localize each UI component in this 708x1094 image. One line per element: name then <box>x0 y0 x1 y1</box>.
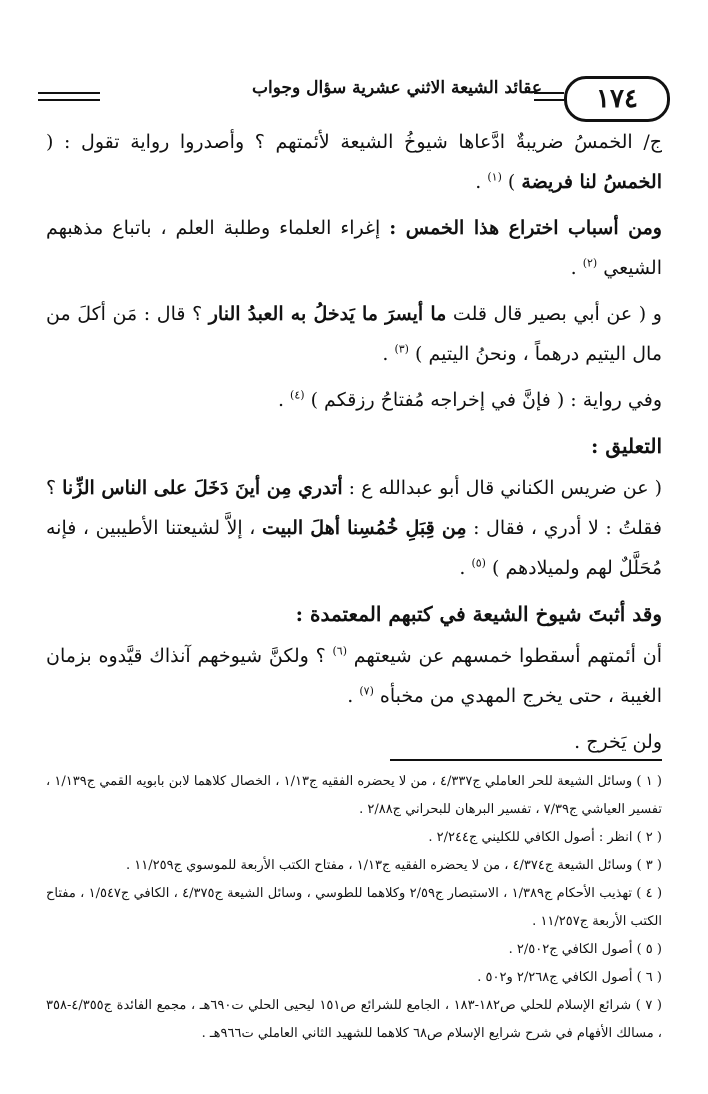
quote-fifth-obligation: الخمسُ لنا فريضة <box>521 171 662 193</box>
page-number: ١٧٤ <box>596 84 638 114</box>
paragraph-answer: ج/ الخمسُ ضريبةٌ ادَّعاها شيوخُ الشيعة لأئمتهم ؟ وأصدروا رواية تقول : ( الخمسُ لنا فريضة ) $^{(١)}$ . <box>46 131 662 193</box>
page-header <box>38 74 670 126</box>
footnote-6: ( ٦ ) أصول الكافي ج٢/٢٦٨ و٥٠٢ . <box>477 970 662 985</box>
footnote-ref-1: (١) <box>487 170 502 184</box>
paragraph-sheikhs-proved: وقد أثبتَ شيوخ الشيعة في كتبهم المعتمدة : <box>295 602 662 626</box>
quote-durays-answer: مِن قِبَلِ خُمُسِنا أهلَ البيت <box>261 517 467 539</box>
footnote-ref-5: (٥) <box>471 556 486 570</box>
footnote-5: ( ٥ ) أصول الكافي ج٢/٥٠٢ . <box>508 942 662 957</box>
footnote-2: ( ٢ ) انظر : أصول الكافي للكليني ج٢/٢٤٤ . <box>428 830 662 845</box>
paragraph-narration: وفي رواية : ( فإنَّ في إخراجه مُفتاحُ رزقكم ) $^{(٤)}$ . <box>277 388 662 411</box>
paragraph-durays: ( عن ضريس الكناني قال أبو عبدالله ع : أتدري مِن أينَ دَخَلَ على الناس الزِّنا ؟ فقلتُ : لا أدري ، فقال : مِن قِبَلِ خُمُسِنا أهلَ البيت ، إلاَّ لشيعتنا الأطيبين ، فإنه مُحَلَّلٌ لهم ولميلادهم ) $^{(٥)}$ . <box>46 477 663 579</box>
paragraph-closing: ولن يَخرج . <box>574 731 662 753</box>
paragraph-abu-basir: و ( عن أبي بصير قال قلت ما أيسرَ ما يَدخلُ به العبدُ النار ؟ قال : مَن أكلَ من مال اليتيم درهماً ، ونحنُ اليتيم ) $^{(٣)}$ . <box>46 303 662 365</box>
footnote-ref-7: (٧) <box>359 684 374 698</box>
footnote-ref-4: (٤) <box>290 388 305 402</box>
section-heading-commentary: التعليق : <box>590 434 662 458</box>
reasons-lead: ومن أسباب اختراع هذا الخمس : <box>389 217 662 239</box>
header-rule-left <box>38 92 100 101</box>
footnote-ref-3: (٣) <box>394 342 409 356</box>
page-number-badge <box>564 76 670 122</box>
footnote-4: ( ٤ ) تهذيب الأحكام ج١/٣٨٩ ، الاستبصار ج٢/٥٩ وكلاهما للطوسي ، وسائل الشيعة ج٤/٣٧٥ ، الكافي ج١/٥٤٧ ، مفتاح الكتب الأربعة ج١١/٢٥٧ . <box>46 886 663 929</box>
footnote-separator <box>390 759 662 761</box>
footnote-ref-6: (٦) <box>332 644 347 658</box>
footnotes <box>46 768 662 1048</box>
quote-abu-basir: ما أيسرَ ما يَدخلُ به العبدُ النار <box>208 303 447 325</box>
footnote-ref-2: (٢) <box>582 256 598 270</box>
footnote-3: ( ٣ ) وسائل الشيعة ج٤/٣٧٤ ، من لا يحضره الفقيه ج١/١٣ ، مفتاح الكتب الأربعة للموسوي ج١١/٢٥٩ . <box>126 858 662 873</box>
paragraph-imams-dropped: أن أئمتهم أسقطوا خمسهم عن شيعتهم $^{(٦)}$ ؟ ولكنَّ شيوخهم آنذاك قيَّدوه بزمان الغيبة ، حتى يخرج المهدي من مخبأه $^{(٧)}$ . <box>46 644 662 707</box>
footnote-1: ( ١ ) وسائل الشيعة للحر العاملي ج٤/٣٣٧ ، من لا يحضره الفقيه ج١/١٣ ، الخصال كلاهما لابن بابويه القمي ج١/١٣٩ ، تفسير العياشي ج٧/٣٩ ، تفسير البرهان للبحراني ج٢/٨٨ . <box>46 774 662 817</box>
running-title: عقائد الشيعة الاثني عشرية سؤال وجواب <box>252 78 542 98</box>
main-text <box>46 122 662 768</box>
quote-durays-question: أتدري مِن أينَ دَخَلَ على الناس الزِّنا <box>62 477 343 499</box>
paragraph-reasons: ومن أسباب اختراع هذا الخمس : إغراء العلماء وطلبة العلم ، باتباع مذهبهم الشيعي $^{(٢)}$ . <box>46 217 662 279</box>
footnote-7: ( ٧ ) شرائع الإسلام للحلي ص١٨٢-١٨٣ ، الجامع للشرائع ص١٥١ ليحيى الحلي ت٦٩٠هـ ، مجمع الفائدة ج٤/٣٥٥-٣٥٨ ، مسالك الأفهام في شرح شرايع الإسلام ص٦٨ كلاهما للشهيد الثاني العاملي ت٩٦٦هـ . <box>46 998 662 1041</box>
